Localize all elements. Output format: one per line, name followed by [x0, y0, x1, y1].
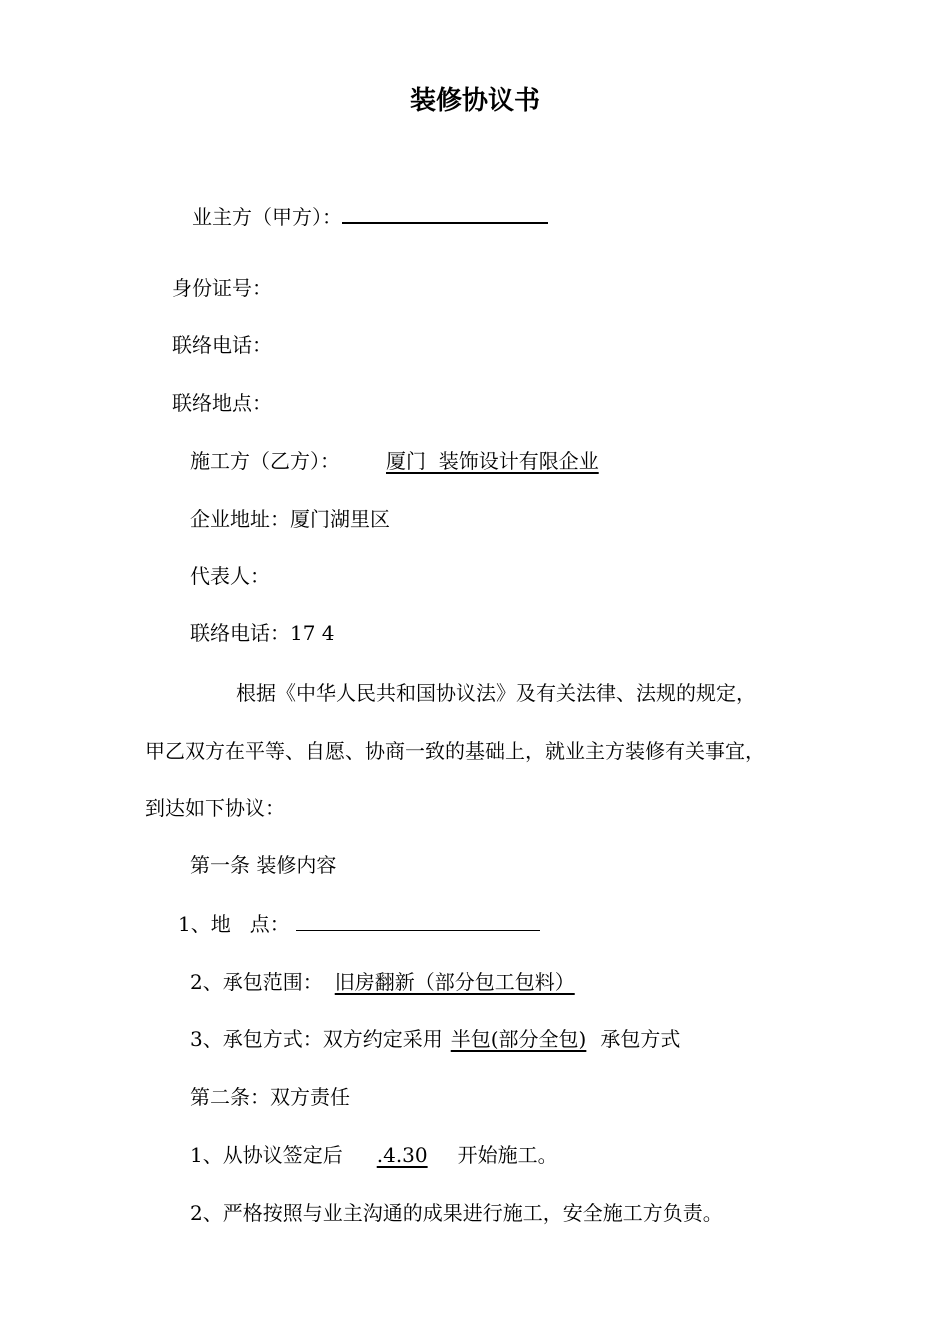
party-a-id-label: 身份证号： — [172, 276, 272, 300]
party-a-label: 业主方（甲方）： — [192, 205, 342, 229]
party-b-address-label: 企业地址： — [190, 507, 290, 531]
start-date: .4.30 — [376, 1143, 428, 1167]
intro-line-1: 根据《中华人民共和国协议法》及有关法律、法规的规定， — [236, 681, 756, 705]
article-2-item-1 — [190, 1141, 558, 1169]
method-value: 半包(部分全包) — [450, 1027, 587, 1051]
document-title: 装修协议书 — [409, 86, 540, 116]
party-b-phone-row — [190, 619, 335, 647]
party-b-address: 厦门湖里区 — [290, 507, 390, 531]
article-1-item-1 — [178, 910, 540, 938]
start-prefix: 1、从协议签定后 — [190, 1143, 343, 1167]
article-1-item-3 — [190, 1025, 680, 1053]
scope-value: 旧房翻新（部分包工包料） — [334, 970, 575, 994]
party-a-phone-label: 联络电话： — [172, 333, 272, 357]
party-b-phone: 17 4 — [290, 621, 335, 645]
party-b-row — [190, 447, 643, 475]
party-b-phone-label: 联络电话： — [190, 621, 290, 645]
scope-label: 2、承包范围： — [190, 970, 323, 994]
article-1-heading: 第一条 装修内容 — [190, 853, 337, 877]
method-suffix: 承包方式 — [600, 1027, 681, 1051]
method-prefix: 3、承包方式：双方约定采用 — [190, 1027, 443, 1051]
intro-line-2: 甲乙双方在平等、自愿、协商一致的基础上，就业主方装修有关事宜， — [145, 739, 765, 763]
party-b-label: 施工方（乙方）： — [190, 449, 340, 473]
party-b-rep-label: 代表人： — [190, 564, 270, 588]
intro-line-3: 到达如下协议： — [145, 796, 285, 820]
location-label: 1、地 点： — [178, 912, 290, 936]
party-b-address-row — [190, 505, 390, 533]
article-2-item-2: 2、严格按照与业主沟通的成果进行施工，安全施工方负责。 — [190, 1201, 723, 1225]
start-suffix: 开始施工。 — [457, 1143, 558, 1167]
party-b-name: 厦门 装饰设计有限企业 — [386, 449, 599, 473]
location-blank — [296, 910, 540, 931]
party-a-row — [192, 202, 548, 231]
article-2-heading: 第二条：双方责任 — [190, 1085, 350, 1109]
article-1-item-2 — [190, 968, 769, 996]
party-a-address-label: 联络地点： — [172, 391, 272, 415]
party-a-blank — [342, 202, 548, 224]
